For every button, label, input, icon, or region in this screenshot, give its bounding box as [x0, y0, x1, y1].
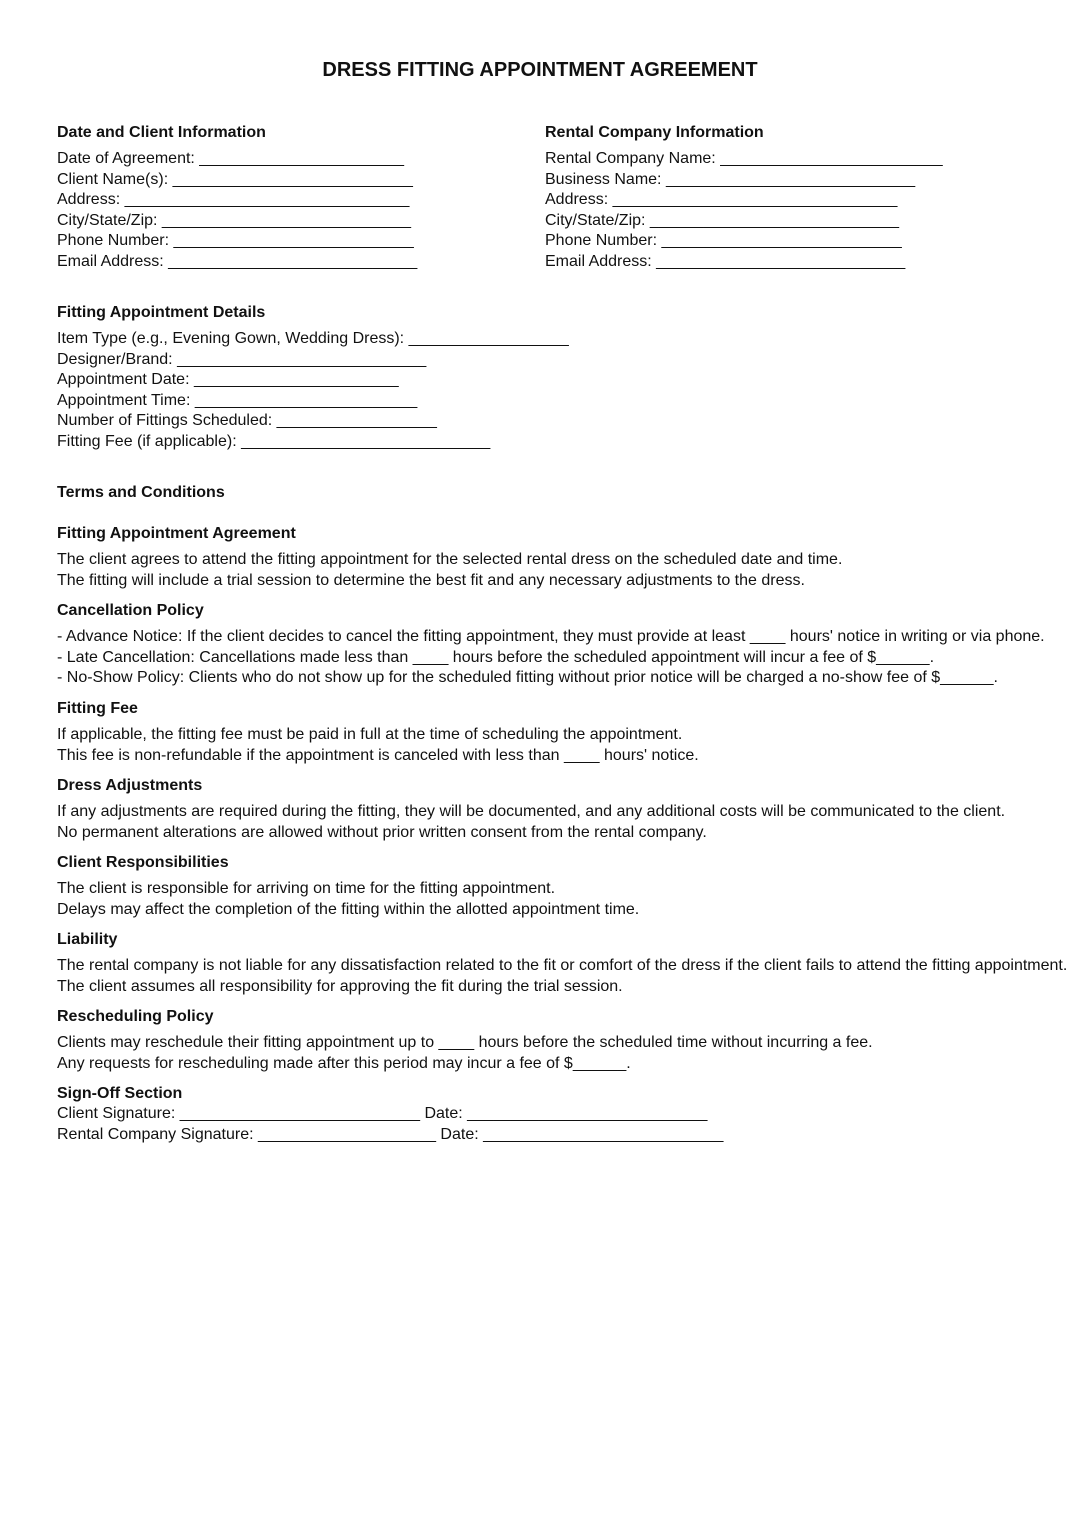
- section-heading: Fitting Appointment Agreement: [57, 525, 296, 542]
- clause-line: If applicable, the fitting fee must be paid in full at the time of scheduling the appointment.: [57, 726, 683, 743]
- date-of-agreement-field[interactable]: Date of Agreement: _______________________: [57, 150, 404, 167]
- clause-line: Delays may affect the completion of the fitting within the allotted appointment time.: [57, 900, 640, 918]
- fitting-fee-field[interactable]: Fitting Fee (if applicable): ____________________________: [57, 432, 491, 450]
- clause-line: - Late Cancellation: Cancellations made less than ____ hours before the scheduled appointment will incur a fee of $______.: [57, 648, 935, 666]
- business-name-field[interactable]: Business Name: ____________________________: [545, 170, 916, 188]
- company-info-section: [545, 123, 943, 273]
- appointment-time-field[interactable]: Appointment Time: _________________________: [57, 391, 418, 409]
- rental-company-name-field[interactable]: Rental Company Name: _________________________: [545, 150, 943, 167]
- number-of-fittings-field[interactable]: Number of Fittings Scheduled: __________________: [57, 412, 437, 430]
- clause-line: The client assumes all responsibility for approving the fit during the trial session.: [57, 977, 623, 995]
- section-heading: Rescheduling Policy: [57, 1008, 214, 1025]
- clause-line: - No-Show Policy: Clients who do not show up for the scheduled fitting without prior notice will be charged a no-show fee of $______.: [57, 669, 998, 687]
- section-heading: Dress Adjustments: [57, 777, 203, 794]
- client-info-section: [57, 123, 417, 273]
- clause-line: No permanent alterations are allowed without prior written consent from the rental company.: [57, 823, 707, 841]
- client-email-field[interactable]: Email Address: ____________________________: [57, 252, 418, 270]
- clause-line: Any requests for rescheduling made after this period may incur a fee of $______.: [57, 1054, 631, 1072]
- dress-adjustments-section: [57, 776, 1005, 843]
- document-title: DRESS FITTING APPOINTMENT AGREEMENT: [322, 59, 758, 81]
- client-signature-line[interactable]: Client Signature: ___________________________ Date: ___________________________: [57, 1105, 708, 1122]
- clause-line: The fitting will include a trial session to determine the best fit and any necessary adjustments to the dress.: [57, 571, 805, 589]
- designer-field[interactable]: Designer/Brand: ____________________________: [57, 350, 427, 368]
- section-heading: Liability: [57, 931, 118, 948]
- company-email-field[interactable]: Email Address: ____________________________: [545, 252, 906, 270]
- client-city-field[interactable]: City/State/Zip: ____________________________: [57, 211, 412, 229]
- client-phone-field[interactable]: Phone Number: ___________________________: [57, 232, 414, 250]
- client-name-field[interactable]: Client Name(s): ___________________________: [57, 170, 413, 188]
- terms-heading: Terms and Conditions: [57, 484, 225, 501]
- clause-line: If any adjustments are required during the fitting, they will be documented, and any additional costs will be communicated to the client.: [57, 803, 1006, 820]
- fitting-details-section: [57, 303, 569, 453]
- section-heading: Rental Company Information: [545, 124, 764, 141]
- rescheduling-policy-section: [57, 1007, 873, 1074]
- company-city-field[interactable]: City/State/Zip: ____________________________: [545, 211, 900, 229]
- section-heading: Client Responsibilities: [57, 854, 229, 871]
- sign-off-section: [57, 1084, 723, 1145]
- appointment-date-field[interactable]: Appointment Date: _______________________: [57, 371, 399, 389]
- clause-line: The rental company is not liable for any dissatisfaction related to the fit or comfort of the dress if the client fails to attend the fitting appointment.: [57, 957, 1068, 974]
- client-address-field[interactable]: Address: ________________________________: [57, 191, 410, 209]
- company-signature-line[interactable]: Rental Company Signature: ____________________ Date: ___________________________: [57, 1125, 724, 1143]
- fitting-appointment-agreement-section: [57, 524, 842, 591]
- section-heading: Cancellation Policy: [57, 602, 204, 619]
- clause-line: The client agrees to attend the fitting appointment for the selected rental dress on the scheduled date and time.: [57, 551, 843, 568]
- section-heading: Date and Client Information: [57, 124, 266, 141]
- section-heading: Sign-Off Section: [57, 1085, 183, 1102]
- clause-line: The client is responsible for arriving on time for the fitting appointment.: [57, 880, 556, 897]
- item-type-field[interactable]: Item Type (e.g., Evening Gown, Wedding Dress): __________________: [57, 330, 569, 347]
- clause-line: Clients may reschedule their fitting appointment up to ____ hours before the scheduled time without incurring a fee.: [57, 1034, 873, 1051]
- liability-section: [57, 930, 1067, 997]
- cancellation-policy-section: [57, 601, 1045, 689]
- company-address-field[interactable]: Address: ________________________________: [545, 191, 898, 209]
- company-phone-field[interactable]: Phone Number: ___________________________: [545, 232, 902, 250]
- fitting-fee-section: [57, 699, 699, 766]
- clause-line: - Advance Notice: If the client decides to cancel the fitting appointment, they must provide at least ____ hours' notice in writing or via phone.: [57, 628, 1045, 645]
- section-heading: Fitting Appointment Details: [57, 304, 266, 321]
- clause-line: This fee is non-refundable if the appointment is canceled with less than ____ hours' notice.: [57, 746, 699, 764]
- section-heading: Fitting Fee: [57, 700, 138, 717]
- client-responsibilities-section: [57, 853, 639, 920]
